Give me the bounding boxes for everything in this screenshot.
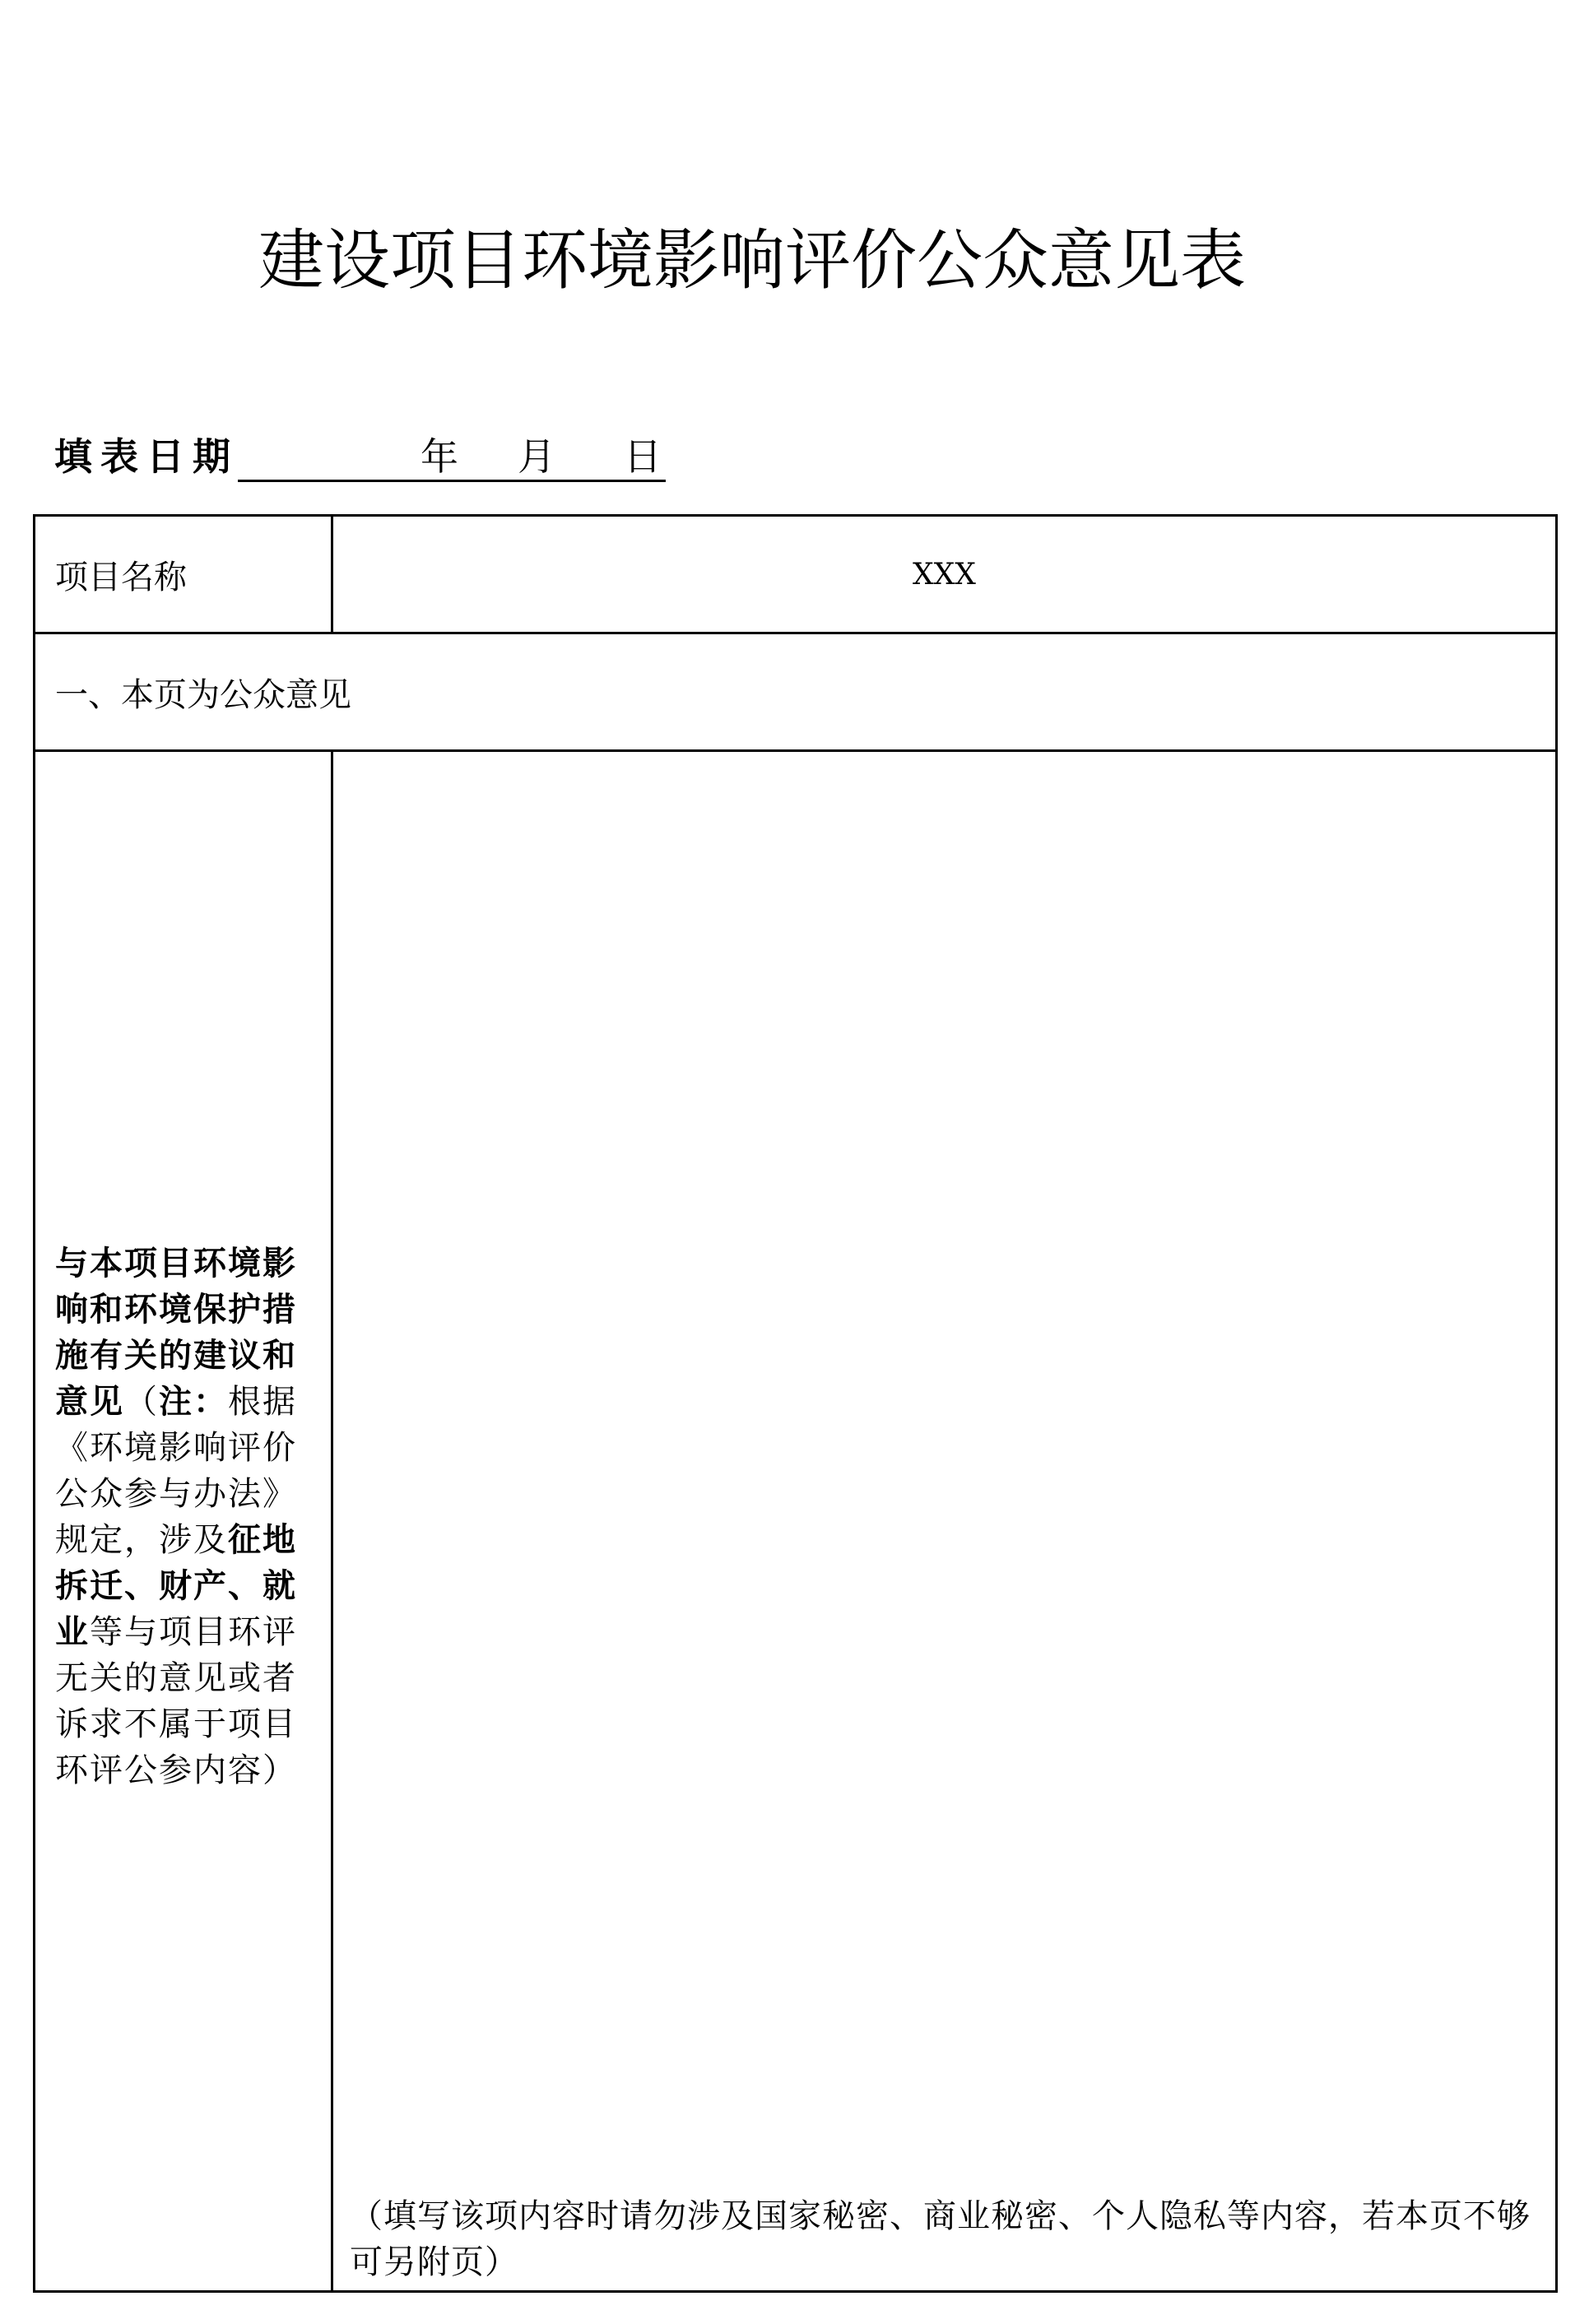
- opinion-label-cell: [35, 751, 332, 2292]
- opinion-row: [35, 751, 1557, 2292]
- fill-date-label: 填表日期: [54, 434, 239, 479]
- opinion-label-note-text: 根据《环境影响评价公众参与办法》规定，涉及: [55, 1383, 297, 1559]
- opinion-label: [55, 1241, 318, 1793]
- project-name-value[interactable]: XXX: [332, 516, 1557, 633]
- opinion-label-note-tail: 等与项目环评无关的意见或者诉求不属于项目环评公参内容）: [55, 1613, 297, 1789]
- opinion-input-area[interactable]: [332, 751, 1557, 2292]
- date-year-unit: 年: [420, 434, 458, 479]
- section-heading: 一、本页为公众意见: [35, 633, 1557, 751]
- opinion-form-table: [33, 514, 1558, 2293]
- date-day-unit: 日: [624, 434, 662, 479]
- opinion-label-note-excluded: 征地拆迁、财产、就业: [55, 1520, 297, 1651]
- project-name-label: 项目名称: [35, 516, 332, 633]
- opinion-footnote: （填写该项内容时请勿涉及国家秘密、商业秘密、个人隐私等内容，若本页不够可另附页）: [350, 2197, 1531, 2281]
- opinion-label-heading: 与本项目环境影响和环境保护措施有关的建议和意见: [55, 1244, 297, 1421]
- section-heading-row: [35, 633, 1557, 751]
- opinion-label-paren: （: [124, 1383, 159, 1421]
- date-month-unit: 月: [518, 434, 555, 479]
- form-title: 建设项目环境影响评价公众意见表: [258, 222, 1246, 299]
- project-name-row: [35, 516, 1557, 633]
- opinion-label-note-tag: 注：: [159, 1382, 228, 1421]
